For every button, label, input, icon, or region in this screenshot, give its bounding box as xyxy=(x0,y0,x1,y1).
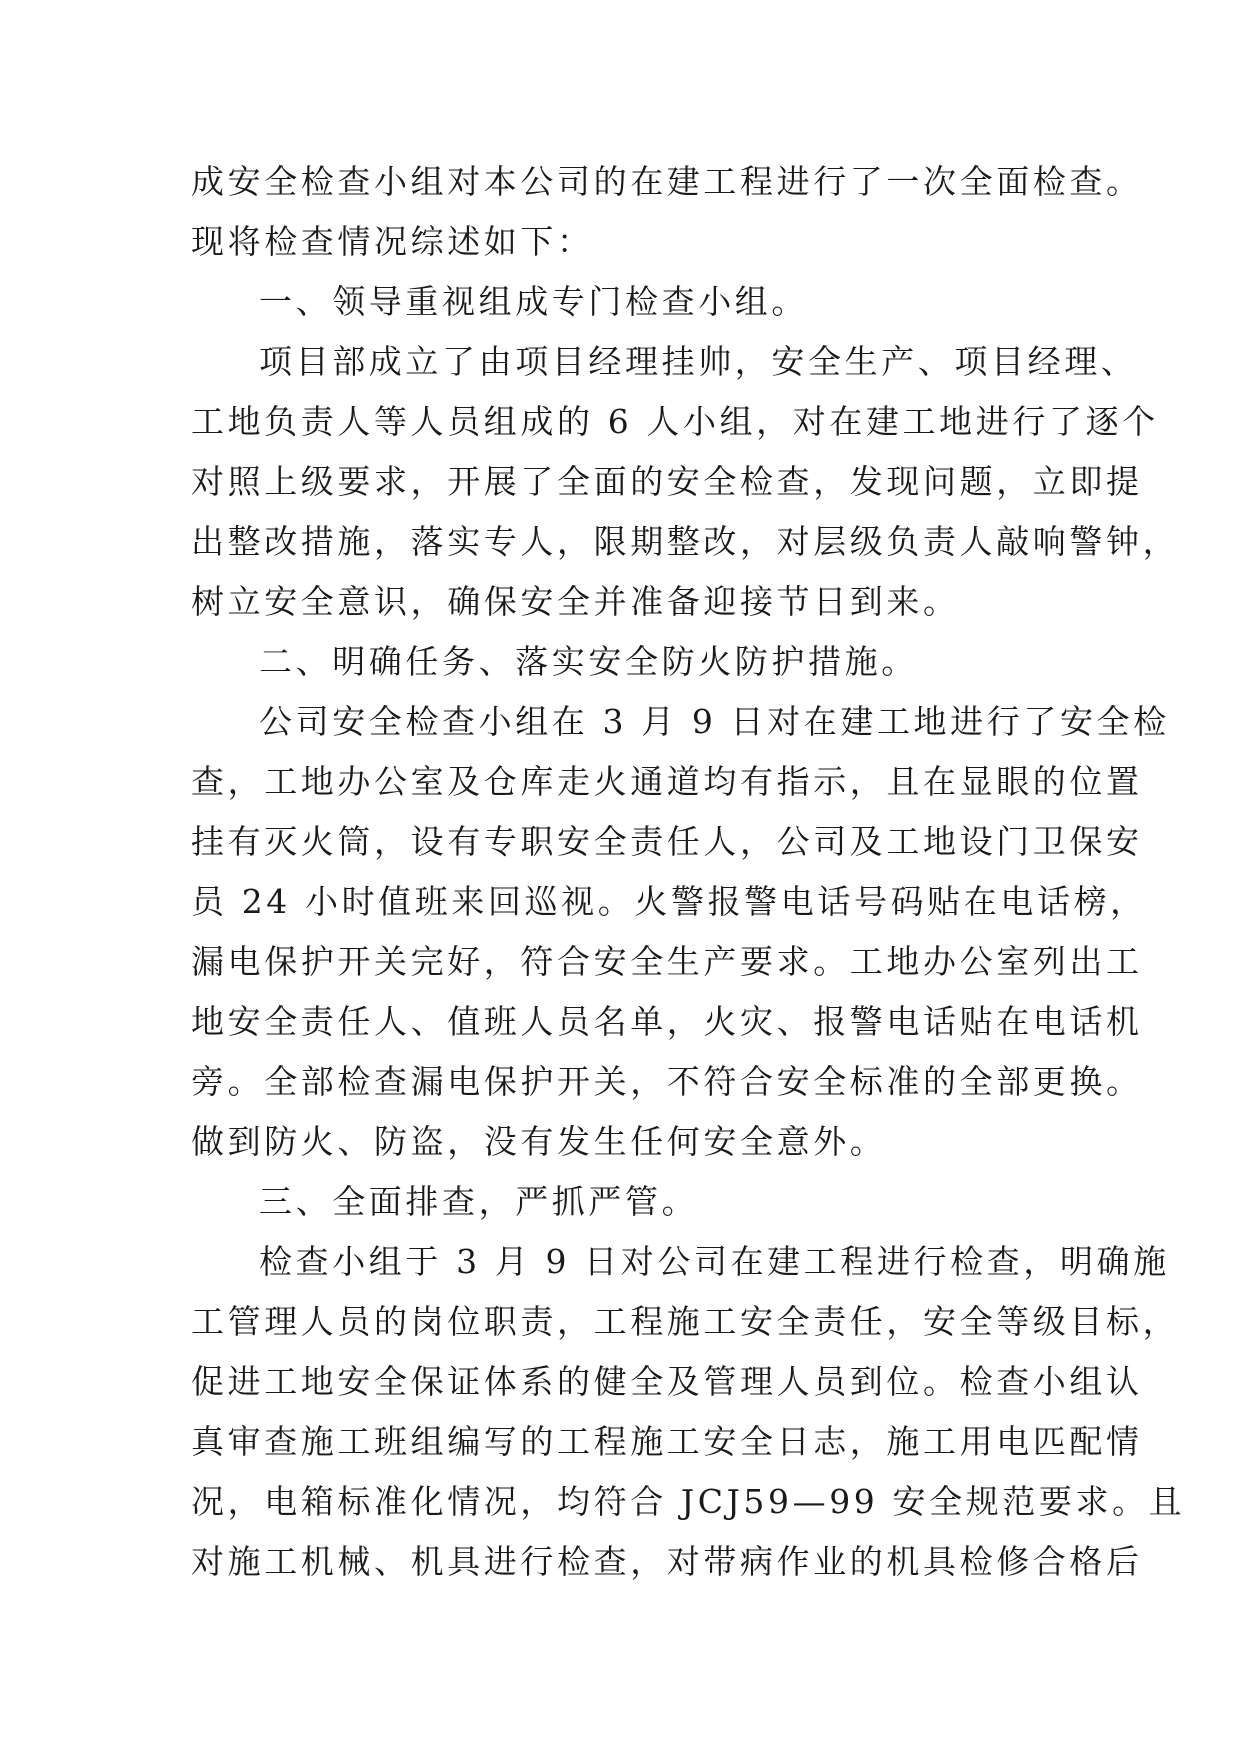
text-line-19: 检查小组于 3 月 9 日对公司在建工程进行检查，明确施 xyxy=(259,1242,1170,1281)
section-heading-1: 一、领导重视组成专门检查小组。 xyxy=(259,282,808,321)
text-line-16: 旁。全部检查漏电保护开关，不符合安全标准的全部更换。 xyxy=(191,1062,1143,1101)
text-line-13: 员 24 小时值班来回巡视。火警报警电话号码贴在电话榜， xyxy=(191,882,1147,921)
text-line-17: 做到防火、防盗，没有发生任何安全意外。 xyxy=(191,1122,887,1161)
document-body xyxy=(191,152,1186,1592)
text-line-15: 地安全责任人、值班人员名单，火灾、报警电话贴在电话机 xyxy=(191,1002,1143,1041)
text-line-11: 查，工地办公室及仓库走火通道均有指示，且在显眼的位置 xyxy=(191,762,1143,801)
section-heading-2: 二、明确任务、落实安全防火防护措施。 xyxy=(259,642,918,681)
text-line-14: 漏电保护开关完好，符合安全生产要求。工地办公室列出工 xyxy=(191,942,1143,981)
section-heading-3: 三、全面排查，严抓严管。 xyxy=(259,1182,699,1221)
text-line-2: 现将检查情况综述如下： xyxy=(191,222,594,261)
text-line-8: 树立安全意识，确保安全并准备迎接节日到来。 xyxy=(191,582,960,621)
text-line-6: 对照上级要求，开展了全面的安全检查，发现问题，立即提 xyxy=(191,462,1143,501)
text-line-20: 工管理人员的岗位职责，工程施工安全责任，安全等级目标， xyxy=(191,1302,1180,1341)
text-line-1: 成安全检查小组对本公司的在建工程进行了一次全面检查。 xyxy=(191,162,1143,201)
text-line-23: 况，电箱标准化情况，均符合 JCJ59—99 安全规范要求。且 xyxy=(191,1482,1186,1521)
text-line-24: 对施工机械、机具进行检查，对带病作业的机具检修合格后 xyxy=(191,1542,1143,1581)
text-line-21: 促进工地安全保证体系的健全及管理人员到位。检查小组认 xyxy=(191,1362,1143,1401)
text-line-4: 项目部成立了由项目经理挂帅，安全生产、项目经理、 xyxy=(259,342,1138,381)
text-line-7: 出整改措施，落实专人，限期整改，对层级负责人敲响警钟， xyxy=(191,522,1180,561)
text-line-5: 工地负责人等人员组成的 6 人小组，对在建工地进行了逐个 xyxy=(191,402,1159,441)
text-line-12: 挂有灭火筒，设有专职安全责任人，公司及工地设门卫保安 xyxy=(191,822,1143,861)
text-line-10: 公司安全检查小组在 3 月 9 日对在建工地进行了安全检 xyxy=(259,702,1170,741)
text-line-22: 真审查施工班组编写的工程施工安全日志，施工用电匹配情 xyxy=(191,1422,1143,1461)
